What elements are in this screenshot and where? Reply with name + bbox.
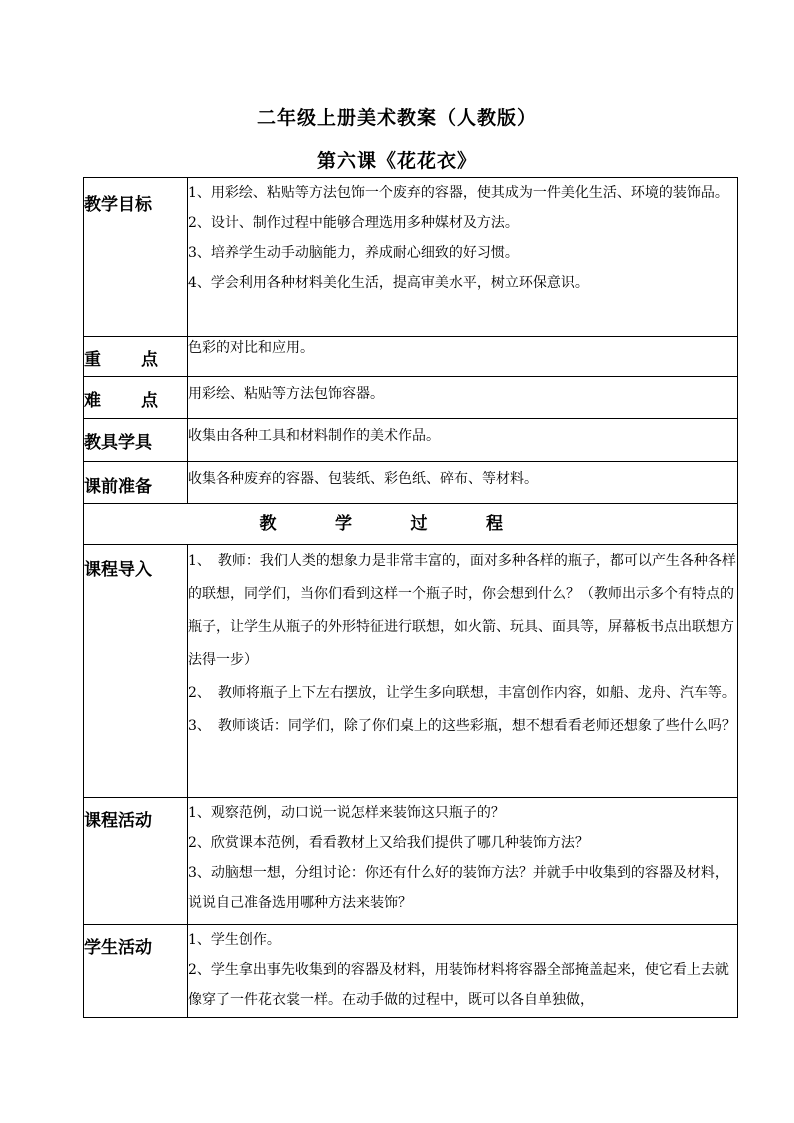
label-difficulty-a: 难 [84, 391, 101, 411]
lesson-title: 第六课《花花衣》 [316, 150, 477, 172]
intro-item: 3、 教师谈话：同学们，除了你们桌上的这些彩瓶，想不想看看老师还想象了些什么吗？ [188, 718, 736, 734]
goals-cell [188, 178, 738, 337]
lesson-plan-table [83, 177, 738, 1018]
label-difficulty [84, 377, 188, 419]
row-course-activity [84, 798, 738, 925]
label-preparation: 课前准备 [84, 462, 188, 504]
label-key-point [84, 337, 188, 377]
process-header [84, 504, 738, 545]
row-course-intro [84, 545, 738, 798]
label-difficulty-b: 点 [141, 391, 158, 411]
label-course-activity: 课程活动 [84, 798, 188, 925]
goal-item: 4、学会利用各种材料美化生活，提高审美水平，树立环保意识。 [188, 275, 589, 291]
activity-item: 2、欣赏课本范例，看看教材上又给我们提供了哪几种装饰方法？ [188, 835, 589, 851]
preparation-text: 收集各种废弃的容器、包装纸、彩色纸、碎布、等材料。 [188, 462, 738, 504]
label-key-point-a: 重 [84, 350, 101, 370]
row-tools [84, 419, 738, 462]
goal-item: 1、用彩绘、粘贴等方法包饰一个废弃的容器，使其成为一件美化生活、环境的装饰品。 [188, 185, 729, 201]
goal-item: 2、设计、制作过程中能够合理选用多种媒材及方法。 [188, 215, 519, 231]
label-teaching-goals: 教学目标 [84, 178, 188, 337]
intro-cell [188, 545, 738, 798]
process-char: 教 [259, 514, 277, 534]
difficulty-text: 用彩绘、粘贴等方法包饰容器。 [188, 377, 738, 419]
intro-item: 2、 教师将瓶子上下左右摆放，让学生多向联想，丰富创作内容，如船、龙舟、汽车等。 [188, 685, 736, 701]
goal-item: 3、培养学生动手动脑能力，养成耐心细致的好习惯。 [188, 245, 519, 261]
label-tools: 教具学具 [84, 419, 188, 462]
row-key-point [84, 337, 738, 377]
process-char: 学 [335, 514, 352, 534]
activity-item: 3、动脑想一想，分组讨论：你还有什么好的装饰方法？并就手中收集到的容器及材料，说说自己准备选用哪种方法来装饰？ [188, 865, 729, 911]
key-point-text: 色彩的对比和应用。 [188, 337, 738, 377]
label-key-point-b: 点 [141, 350, 158, 370]
row-difficulty [84, 377, 738, 419]
row-student-activity [84, 925, 738, 1018]
student-cell [188, 925, 738, 1018]
student-item: 2、学生拿出事先收集到的容器及材料，用装饰材料将容器全部掩盖起来，使它看上去就像穿了一件花衣裳一样。在动手做的过程中，既可以各自单独做， [188, 962, 729, 1008]
intro-item: 1、 教师：我们人类的想象力是非常丰富的，面对多种各样的瓶子，都可以产生各种各样的联想，同学们，当你们看到这样一个瓶子时，你会想到什么？（教师出示多个有特点的瓶子，让学生从瓶子的外形特征进行联想，如火箭、玩具、面具等，屏幕板书点出联想方法得一步） [188, 553, 736, 668]
tools-text: 收集由各种工具和材料制作的美术作品。 [188, 419, 738, 462]
row-preparation [84, 462, 738, 504]
label-course-intro: 课程导入 [84, 545, 188, 798]
activity-cell [188, 798, 738, 925]
row-teaching-goals [84, 178, 738, 337]
student-item: 1、学生创作。 [188, 932, 281, 948]
process-char: 过 [410, 514, 428, 534]
activity-item: 1、观察范例，动口说一说怎样来装饰这只瓶子的？ [188, 805, 505, 821]
label-student-activity: 学生活动 [84, 925, 188, 1018]
document-title: 二年级上册美术教案（人教版） [256, 107, 537, 129]
process-char: 程 [486, 514, 503, 534]
row-process-header [84, 504, 738, 545]
